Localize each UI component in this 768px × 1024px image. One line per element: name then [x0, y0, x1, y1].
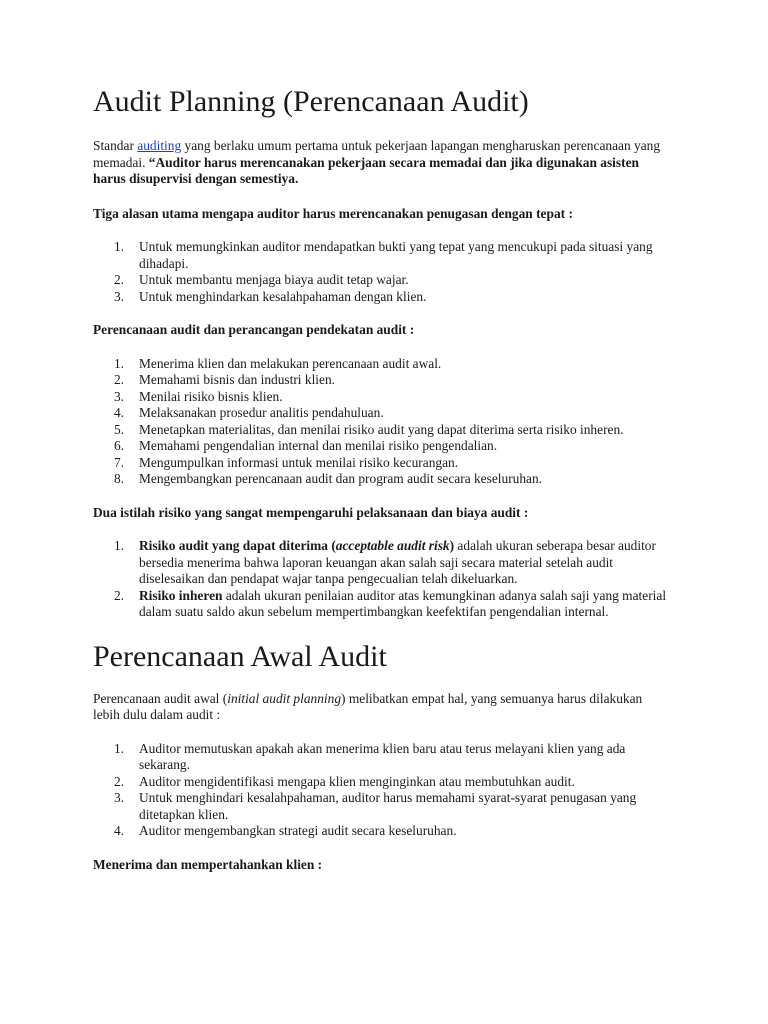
intro-text-pre: Standar [93, 138, 138, 153]
intro-quote: “Auditor harus merencanakan pekerjaan secara memadai dan jika digunakan asisten harus disupervisi dengan semestiya. [93, 154, 639, 186]
list-item: 1. Auditor memutuskan apakah akan menerima klien baru atau terus melayani klien yang ada sekarang. [113, 740, 626, 772]
list-item: 6. Memahami pengendalian internal dan menilai risiko pengendalian. [113, 438, 498, 453]
list-item: 2. Memahami bisnis dan industri klien. [113, 372, 336, 387]
list-item: 3. Menilai risiko bisnis klien. [113, 388, 283, 404]
section-heading-risk: Dua istilah risiko yang sangat mempengaruhi pelaksanaan dan biaya audit : [93, 504, 529, 520]
risk-list [93, 538, 671, 621]
section-heading-planning: Perencanaan audit dan perancangan pendekatan audit : [93, 322, 415, 337]
list-item: 2. Risiko inheren adalah ukuran penilaian auditor atas kemungkinan adanya salah saji yang material dalam suatu saldo akun sebelum mempertimbangkan keefektifan pengendalian internal. [113, 587, 667, 619]
planning-list [93, 356, 671, 488]
list-item: 1. Untuk memungkinkan auditor mendapatkan bukti yang tepat yang mencukupi pada situasi yang dihadapi. [113, 239, 653, 271]
section-title-initial-planning: Perencanaan Awal Audit [93, 639, 387, 673]
initial-planning-list [93, 741, 671, 840]
section-heading-reasons: Tiga alasan utama mengapa auditor harus merencanakan penugasan dengan tepat : [93, 205, 573, 221]
list-item: 8. Mengembangkan perencanaan audit dan program audit secara keseluruhan. [113, 471, 543, 486]
list-item: 4. Melaksanakan prosedur analitis pendahuluan. [113, 405, 384, 420]
list-item: 2. Auditor mengidentifikasi mengapa klien menginginkan atau membutuhkan audit. [113, 773, 575, 789]
list-item: 1. Risiko audit yang dapat diterima (acceptable audit risk) adalah ukuran seberapa besar auditor bersedia menerima bahwa laporan keuangan akan salah saji secara material setelah audit diselesaikan dan pendapat wajar tanpa pengecualian telah dikeluarkan. [113, 538, 656, 586]
list-item: 3. Untuk menghindari kesalahpahaman, auditor harus memahami syarat-syarat penugasan yang ditetapkan klien. [113, 790, 637, 822]
auditing-link[interactable]: auditing [137, 138, 182, 153]
list-item: 7. Mengumpulkan informasi untuk menilai risiko kecurangan. [113, 454, 459, 470]
page-title: Audit Planning (Perencanaan Audit) [93, 85, 529, 118]
list-item: 5. Menetapkan materialitas, dan menilai risiko audit yang dapat diterima serta risiko inheren. [113, 421, 624, 437]
list-item: 2. Untuk membantu menjaga biaya audit tetap wajar. [113, 272, 409, 287]
reasons-list [93, 239, 671, 305]
list-item: 1. Menerima klien dan melakukan perencanaan audit awal. [113, 355, 442, 371]
intro-text-post: yang berlaku umum pertama untuk pekerjaan lapangan mengharuskan perencanaan yang memadai. [93, 138, 661, 170]
initial-planning-paragraph: Perencanaan audit awal (initial audit planning) melibatkan empat hal, yang semuanya harus dilakukan lebih dulu dalam audit : [93, 690, 643, 722]
section-heading-clients: Menerima dan mempertahankan klien : [93, 856, 323, 872]
list-item: 4. Auditor mengembangkan strategi audit secara keseluruhan. [113, 823, 457, 838]
document-page [93, 84, 671, 873]
list-item: 3. Untuk menghindarkan kesalahpahaman dengan klien. [113, 288, 427, 304]
intro-paragraph [93, 138, 671, 188]
